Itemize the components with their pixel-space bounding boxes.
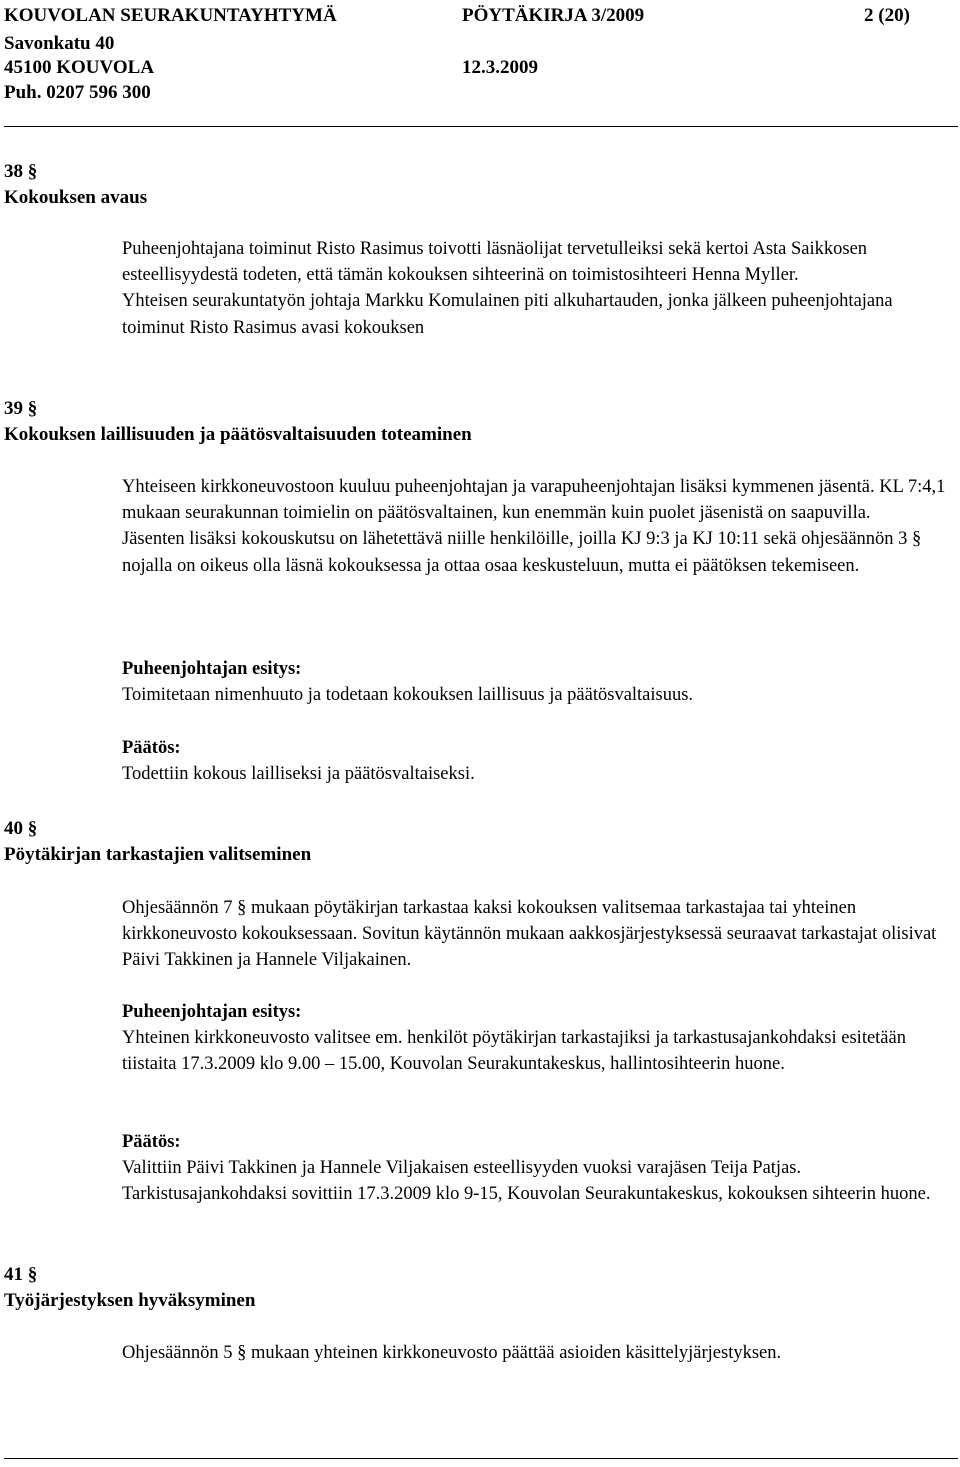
section-body: [122, 474, 954, 579]
section-title: Pöytäkirjan tarkastajien valitseminen: [4, 844, 312, 865]
street-address: Savonkatu 40: [4, 33, 115, 54]
decision-text: Todettiin kokous lailliseksi ja päätösvaltaiseksi.: [122, 764, 475, 785]
document-title: PÖYTÄKIRJA 3/2009: [462, 5, 645, 26]
decision-block: [122, 735, 954, 787]
paragraph: Yhteiseen kirkkoneuvostoon kuuluu puheenjohtajan ja varapuheenjohtajan lisäksi kymmenen jäsentä. KL 7:4,1 mukaan seurakunnan toimielin on päätösvaltainen, kun enemmän kuin puolet jäsenistä on saapuvilla.: [122, 477, 946, 524]
section-body: [122, 236, 954, 341]
proposal-text: Yhteinen kirkkoneuvosto valitsee em. henkilöt pöytäkirjan tarkastajiksi ja tarkastusajankohdaksi esitetään tiistaita 17.3.2009 klo 9.00 – 15.00, Kouvolan Seurakuntakeskus, hallintosihteerin huone.: [122, 1028, 906, 1075]
header-divider: [4, 126, 958, 127]
paragraph: Puheenjohtajana toiminut Risto Rasimus toivotti läsnäolijat tervetulleiksi sekä kertoi Asta Saikkosen esteellisyydestä todeten, että tämän kokouksen sihteerinä on toimistosihteeri Henna Myller.: [122, 239, 868, 286]
section-number: 40 §: [4, 818, 38, 839]
proposal-block: [122, 656, 954, 708]
page-number: 2 (20): [864, 5, 910, 26]
section-number: 38 §: [4, 161, 38, 182]
paragraph: Yhteisen seurakuntatyön johtaja Markku Komulainen piti alkuhartauden, jonka jälkeen puheenjohtajana toiminut Risto Rasimus avasi kokouksen: [122, 291, 893, 338]
decision-text: Valittiin Päivi Takkinen ja Hannele Viljakaisen esteellisyyden vuoksi varajäsen Teija Patjas. Tarkistusajankohdaksi sovittiin 17.3.2009 klo 9-15, Kouvolan Seurakuntakeskus, kokouksen sihteerin huone.: [122, 1158, 931, 1205]
section-title: Kokouksen laillisuuden ja päätösvaltaisuuden toteaminen: [4, 424, 472, 445]
paragraph: Ohjesäännön 7 § mukaan pöytäkirjan tarkastaa kaksi kokouksen valitsemaa tarkastajaa tai yhteinen kirkkoneuvosto kokouksessaan. Sovitun käytännön mukaan aakkosjärjestyksessä seuraavat tarkastajat olisivat Päivi Takkinen ja Hannele Viljakainen.: [122, 898, 937, 971]
decision-label: Päätös:: [122, 738, 181, 758]
section-title: Työjärjestyksen hyväksyminen: [4, 1290, 256, 1311]
section-body: [122, 1340, 954, 1366]
paragraph: Ohjesäännön 5 § mukaan yhteinen kirkkoneuvosto päättää asioiden käsittelyjärjestyksen.: [122, 1343, 782, 1363]
decision-label: Päätös:: [122, 1132, 181, 1152]
proposal-label: Puheenjohtajan esitys:: [122, 1002, 302, 1022]
section-number: 41 §: [4, 1264, 38, 1285]
section-body: [122, 895, 954, 974]
paragraph: Jäsenten lisäksi kokouskutsu on lähetettävä niille henkilöille, joilla KJ 9:3 ja KJ 10:11 sekä ohjesäännön 3 § nojalla on oikeus olla läsnä kokouksessa ja ottaa osaa keskusteluun, mutta ei päätöksen tekemiseen.: [122, 529, 922, 576]
meeting-date: 12.3.2009: [462, 57, 538, 78]
proposal-text: Toimitetaan nimenhuuto ja todetaan kokouksen laillisuus ja päätösvaltaisuus.: [122, 685, 694, 706]
city-address: 45100 KOUVOLA: [4, 57, 155, 78]
proposal-label: Puheenjohtajan esitys:: [122, 659, 302, 679]
footer-divider: [4, 1458, 958, 1459]
phone-number: Puh. 0207 596 300: [4, 82, 151, 103]
org-name: KOUVOLAN SEURAKUNTAYHTYMÄ: [4, 5, 337, 26]
decision-block: [122, 1129, 954, 1208]
section-number: 39 §: [4, 398, 38, 419]
section-title: Kokouksen avaus: [4, 187, 148, 208]
proposal-block: [122, 999, 954, 1078]
